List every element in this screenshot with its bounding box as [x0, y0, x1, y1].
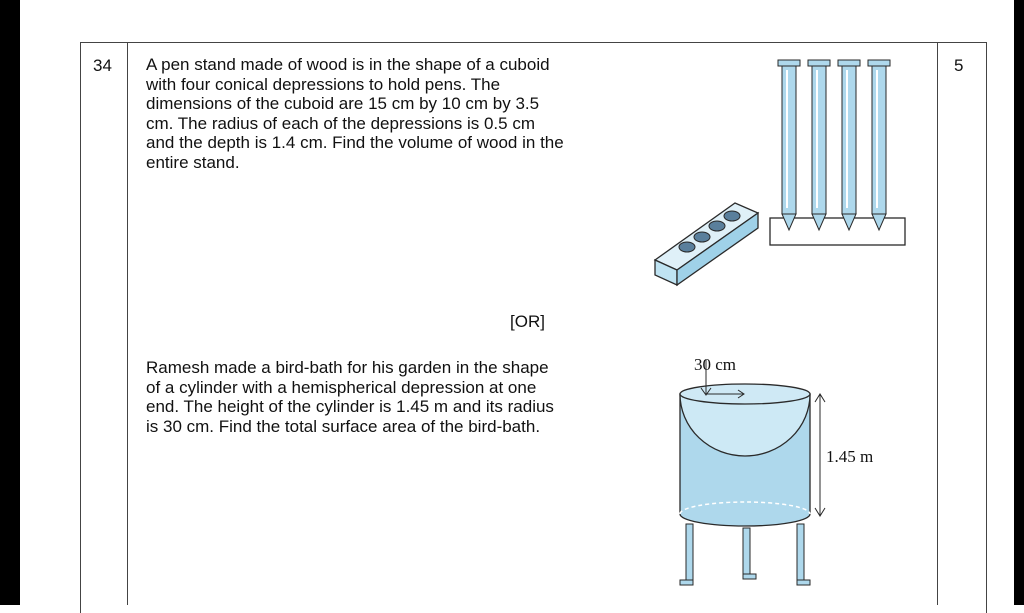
bird-bath-figure	[668, 352, 898, 592]
pen-stand-figure	[650, 195, 760, 285]
height-label: 1.45 m	[826, 447, 874, 466]
text-line: is 30 cm. Find the total surface area of the bird-bath.	[146, 416, 541, 436]
screen-edge-left	[0, 0, 20, 605]
text-line: and the depth is 1.4 cm. Find the volume of wood in the	[146, 133, 564, 152]
text-line: of a cylinder with a hemispherical depression at one	[146, 377, 537, 397]
text-line: entire stand.	[146, 152, 240, 172]
column-divider-marks	[937, 42, 938, 605]
screen-edge-right	[1014, 0, 1024, 605]
radius-label: 30 cm	[694, 355, 737, 374]
question-number: 34	[93, 56, 112, 75]
column-divider-number	[127, 42, 128, 605]
text-line: Ramesh made a bird-bath for his garden in the shape	[146, 358, 549, 377]
pens-side-view-figure	[768, 58, 908, 248]
question-text-a	[146, 55, 636, 172]
text-line: with four conical depressions to hold pens. The	[146, 74, 501, 94]
text-line: end. The height of the cylinder is 1.45 m and its radius	[146, 397, 554, 416]
question-text-b	[146, 358, 636, 436]
text-line: dimensions of the cuboid are 15 cm by 10 cm by 3.5	[146, 94, 540, 113]
text-line: A pen stand made of wood is in the shape of a cuboid	[146, 55, 550, 74]
or-label: [OR]	[510, 312, 545, 331]
question-marks: 5	[954, 56, 964, 75]
text-line: cm. The radius of each of the depressions is 0.5 cm	[146, 113, 535, 133]
